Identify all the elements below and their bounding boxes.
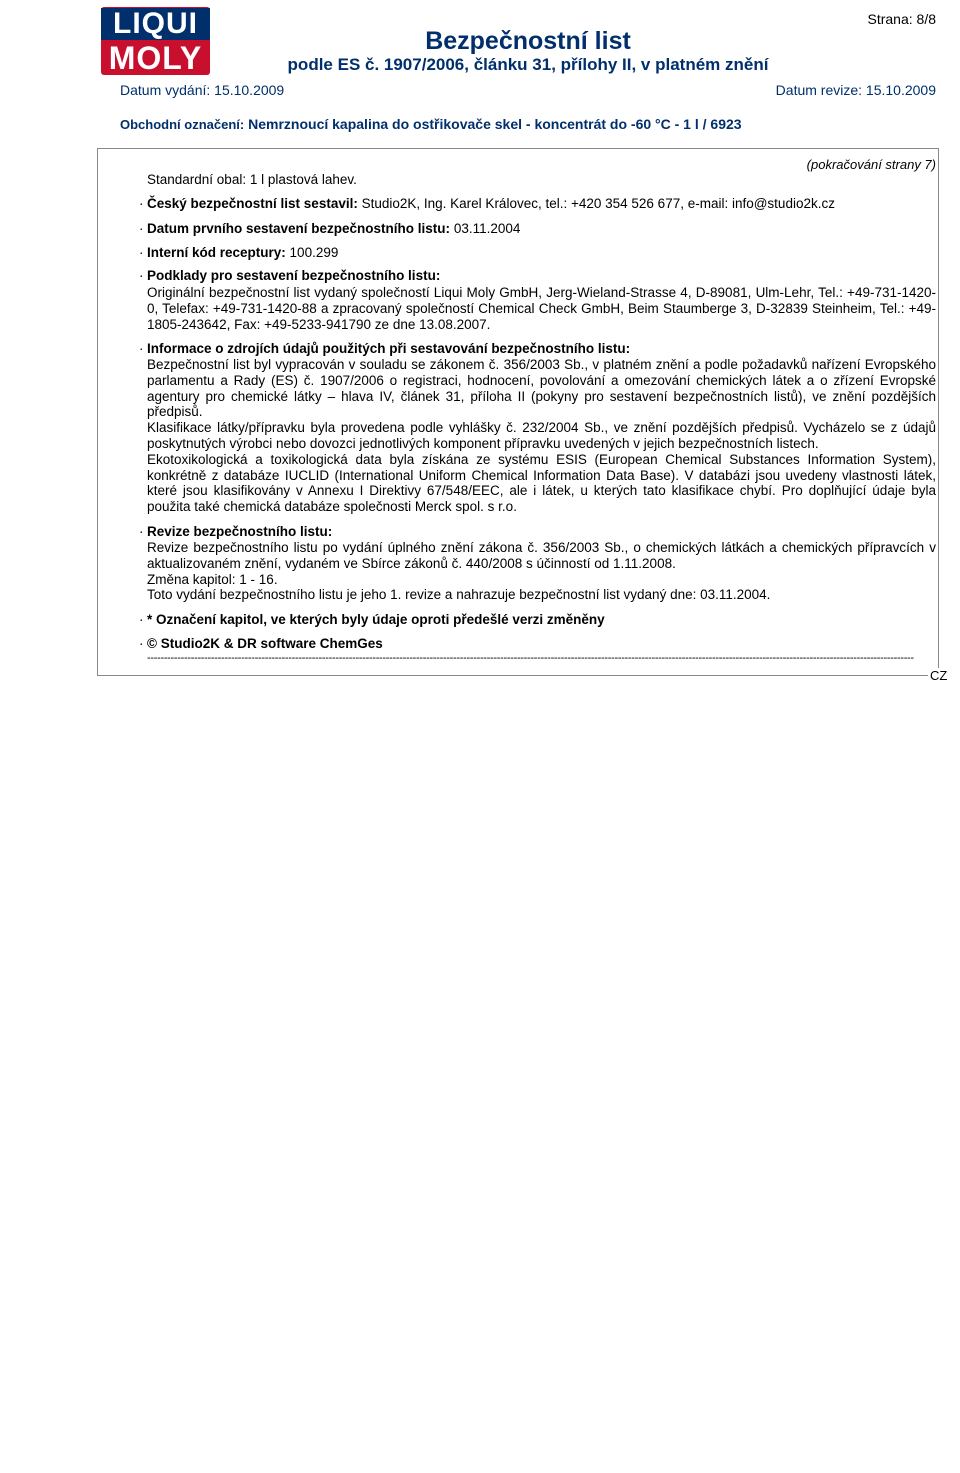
info-heading: · Informace o zdrojích údajů použitých při sestavování bezpečnostního listu: — [139, 341, 631, 356]
info-text — [147, 357, 936, 515]
recipe-value: 100.299 — [289, 245, 339, 260]
info-paragraph-2: Klasifikace látky/přípravku byla provedena podle vyhlášky č. 232/2004 Sb., ve znění pozdějších předpisů. Vycházelo se z údajů poskytnutých výrobci nebo dovozci jednotlivých komponent přípravku uvedených v jejich bezpečnostních listech. — [147, 420, 936, 451]
recipe-line: · Interní kód receptury: 100.299 — [139, 245, 339, 260]
sources-text — [147, 285, 936, 332]
revision-heading: · Revize bezpečnostního listu: — [139, 524, 333, 539]
sources-paragraph: Originální bezpečnostní list vydaný společností Liqui Moly GmbH, Jerg-Wieland-Strasse 4, D-89081, Ulm-Lehr, Tel.: +49-731-1420-0, Telefax: +49-731-1420-88 a zpracovaný společností Chemical Check GmbH, Beim Staumberge 3, D-32839 Steinheim, Tel.: +49-1805-243642, Fax: +49-5233-941790 ze dne 13.08.2007. — [147, 285, 936, 332]
trade-name — [120, 116, 742, 132]
language-code: CZ — [930, 668, 948, 683]
continued-note: (pokračování strany 7) — [806, 157, 936, 172]
document-subtitle: podle ES č. 1907/2006, článku 31, přílohy II, v platném znění — [287, 55, 769, 74]
page-number: Strana: 8/8 — [867, 11, 936, 27]
issue-date: Datum vydání: 15.10.2009 — [120, 82, 285, 98]
changes-note-line: · * Označení kapitol, ve kterých byly údaje oproti předešlé verzi změněny — [139, 612, 605, 627]
revision-paragraph-2: Změna kapitol: 1 - 16. — [147, 571, 278, 587]
logo-text-moly: MOLY — [108, 40, 203, 76]
logo-text-liqui: LIQUI — [101, 8, 210, 40]
sources-label: Podklady pro sestavení bezpečnostního listu: — [147, 268, 441, 283]
info-paragraph-3: Ekotoxikologická a toxikologická data byla získána ze systému ESIS (European Chemical Substances Information System), konkrétně z databáze IUCLID (International Uniform Chemical Information Data Base). V databázi jsou uvedeny vlastnosti látek, které jsou klasifikovány v Annexu I Direktivy 67/548/EEC, ale i látek, u kterých tato klasifikace chybí. Pro doplňující údaje byla použita také chemická databáze společnosti Merck spol. s r.o. — [147, 451, 936, 515]
recipe-label: Interní kód receptury: — [147, 245, 286, 260]
changes-note: * Označení kapitol, ve kterých byly údaje oproti předešlé verzi změněny — [147, 612, 605, 627]
revision-date: Datum revize: 15.10.2009 — [775, 82, 936, 98]
info-paragraph-1: Bezpečnostní list byl vypracován v souladu se zákonem č. 356/2003 Sb., v platném znění a podle požadavků nařízení Evropského parlamentu a Rady (ES) č. 1907/2006 o registraci, hodnocení, povolování a omezování chemických látek a o zřízení Evropské agentury pro chemické látky – hlava IV, článek 31, příloha II (pokyny pro sestavení bezpečnostních listů), ve znění pozdějších předpisů. — [147, 357, 936, 420]
revision-text — [147, 540, 936, 603]
compiled-by-line: · Český bezpečnostní list sestavil: Studio2K, Ing. Karel Královec, tel.: +420 354 526 677, e-mail: info@studio2k.cz — [139, 196, 835, 211]
compiled-by-label: Český bezpečnostní list sestavil: — [147, 196, 358, 211]
revision-paragraph-1: Revize bezpečnostního listu po vydání úplného znění zákona č. 356/2003 Sb., o chemických látkách a chemických přípravcích v aktualizovaném znění, vydaném ve Sbírce zákonů č. 440/2008 s účinností od 1.11.2008. — [147, 540, 936, 571]
content-frame-bottom — [97, 675, 930, 676]
document-title: Bezpečnostní list — [425, 27, 631, 55]
packaging-line: Standardní obal: 1 l plastová lahev. — [147, 172, 357, 187]
compiled-by-value: Studio2K, Ing. Karel Královec, tel.: +420 354 526 677, e-mail: info@studio2k.cz — [361, 196, 835, 211]
first-date-line: · Datum prvního sestavení bezpečnostního listu: 03.11.2004 — [139, 221, 521, 236]
copyright-line: · © Studio2K & DR software ChemGes — [139, 636, 383, 651]
sources-heading: · Podklady pro sestavení bezpečnostního listu: — [139, 268, 441, 283]
trade-name-value: Nemrznoucí kapalina do ostřikovače skel - koncentrát do -60 °C - 1 l / 6923 — [248, 116, 742, 132]
first-date-value: 03.11.2004 — [453, 221, 521, 236]
revision-label: Revize bezpečnostního listu: — [147, 524, 333, 539]
copyright: © Studio2K & DR software ChemGes — [147, 636, 383, 651]
first-date-label: Datum prvního sestavení bezpečnostního listu: — [147, 221, 451, 236]
trade-name-label: Obchodní označení: — [120, 117, 245, 132]
revision-paragraph-3: Toto vydání bezpečnostního listu je jeho 1. revize a nahrazuje bezpečnostní list vydaný dne: 03.11.2004. — [147, 587, 771, 603]
info-label: Informace o zdrojích údajů použitých při sestavování bezpečnostního listu: — [147, 341, 631, 356]
dashed-separator: ------------------------------------------------------------------------------------------------------------------------------------------------------------------------------------------------------------------------------------ — [147, 652, 914, 664]
